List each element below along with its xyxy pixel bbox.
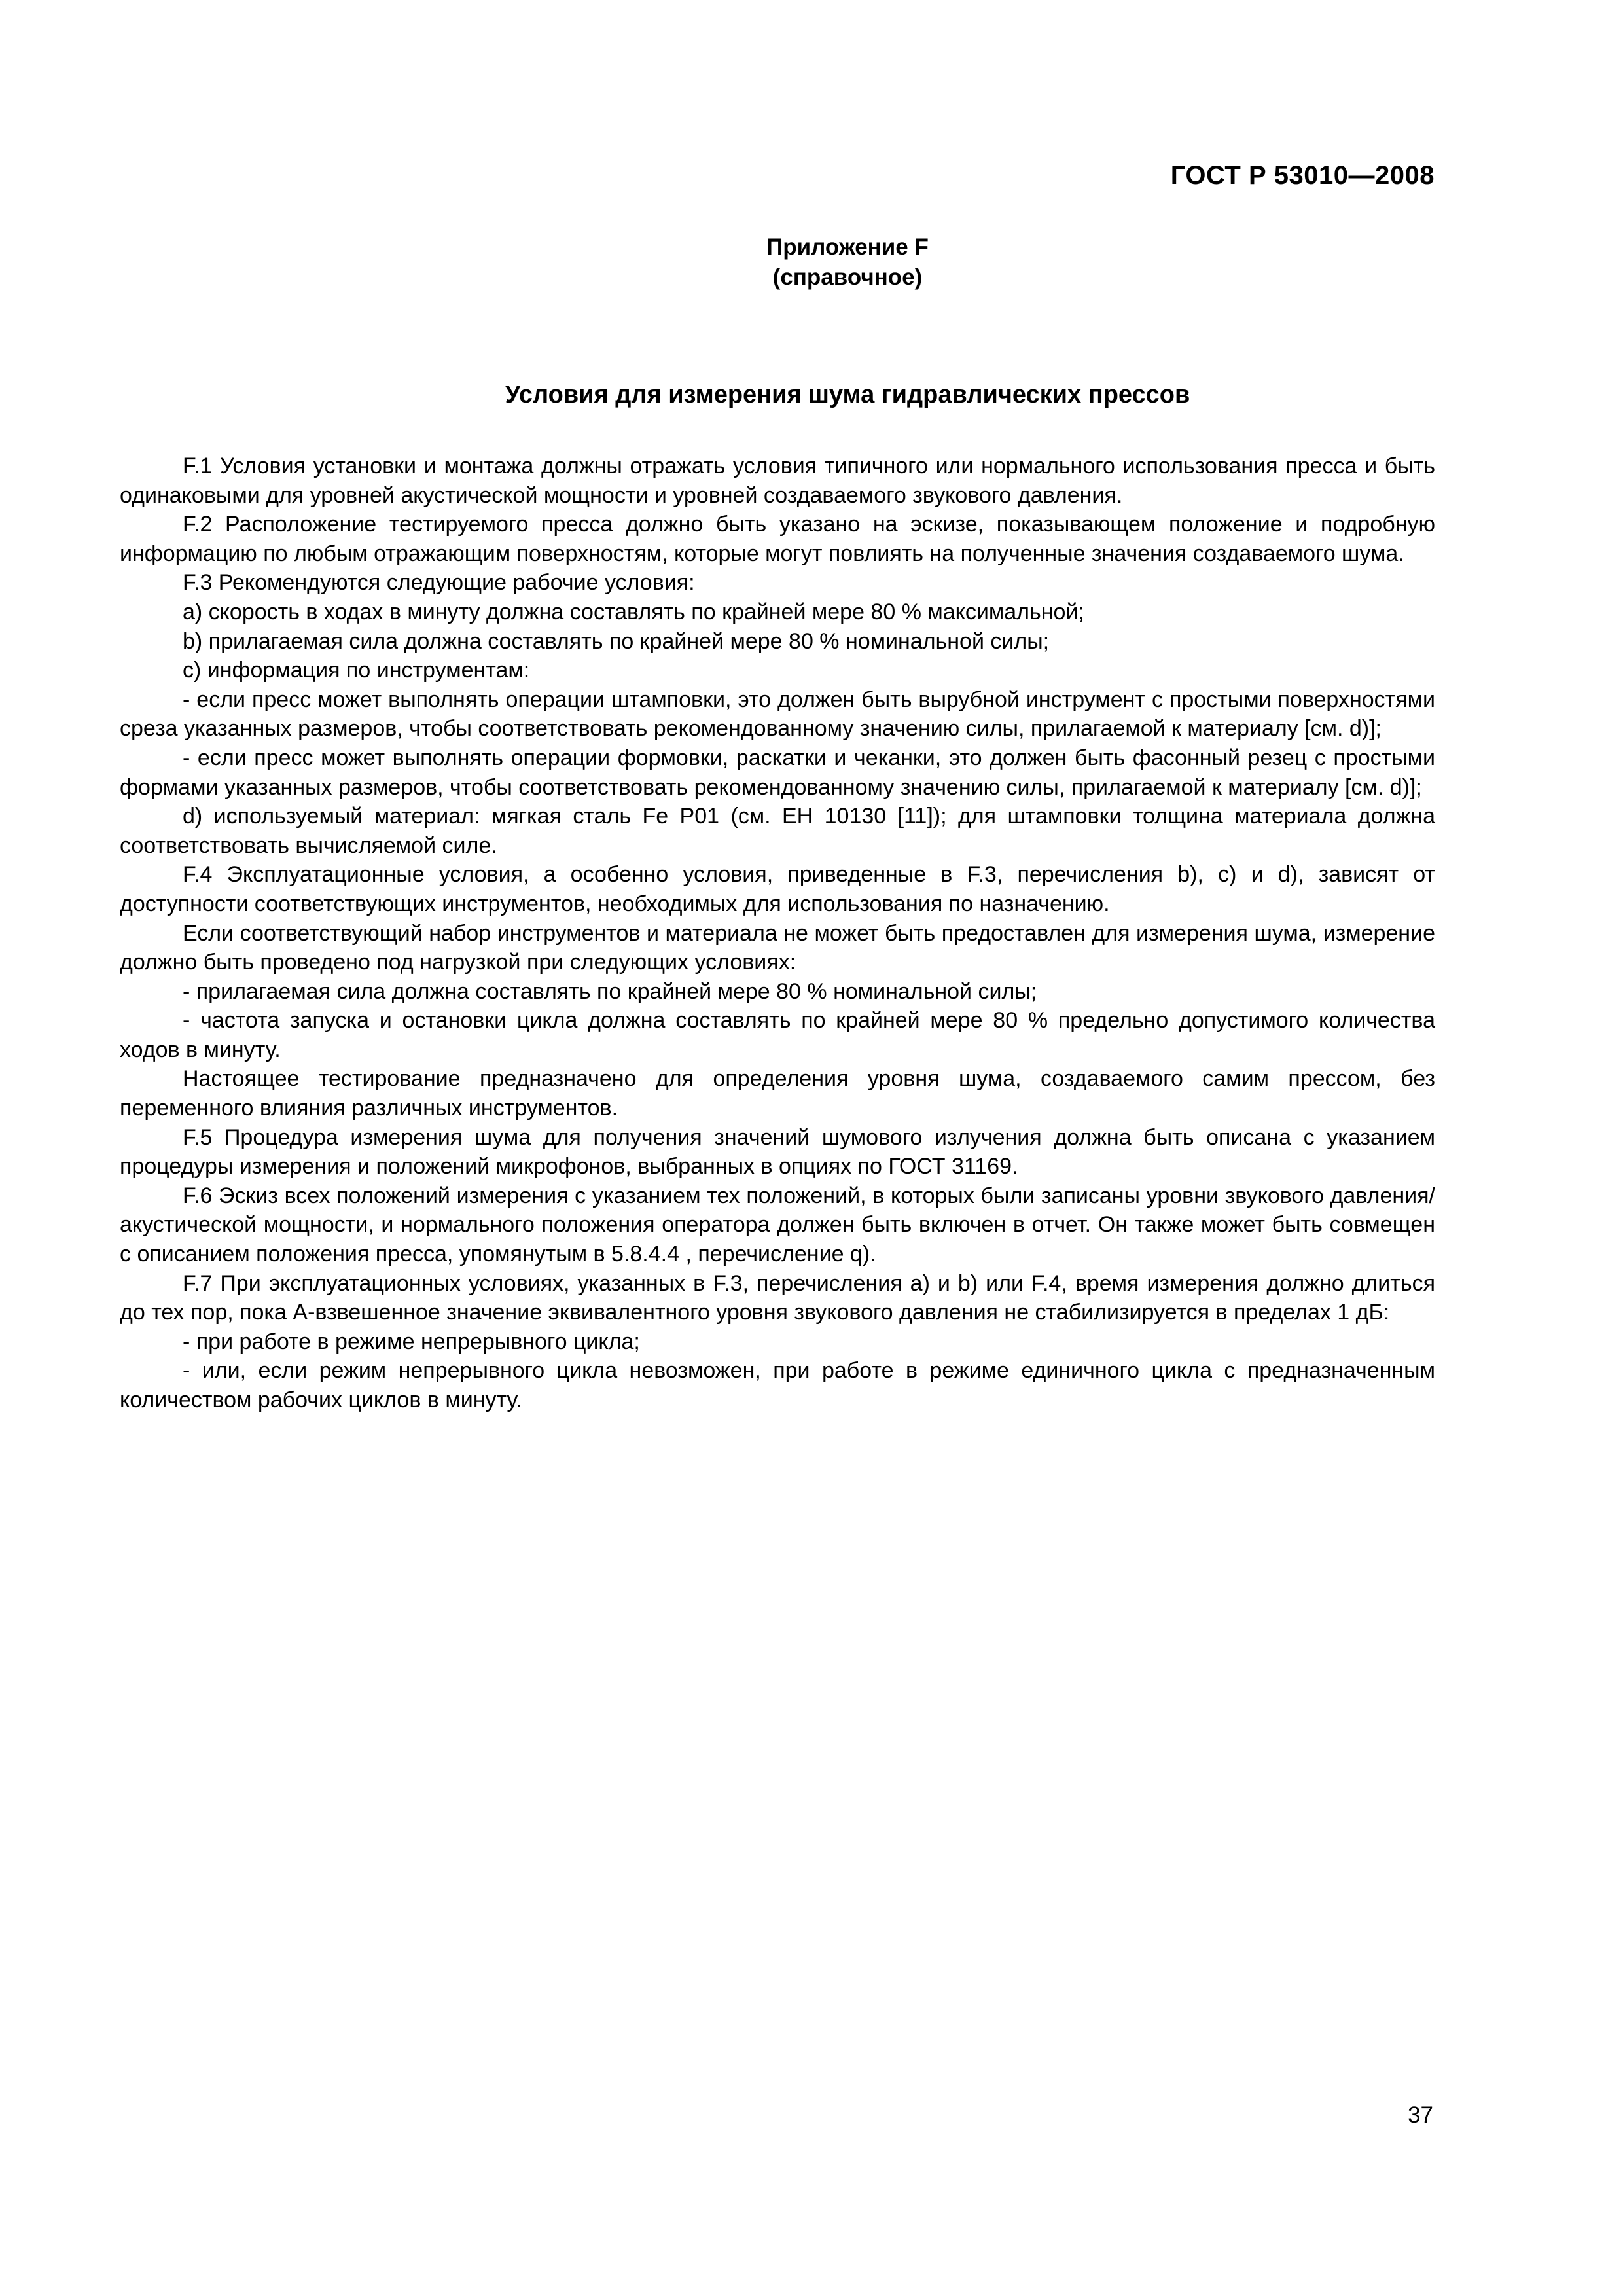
paragraph-f2: F.2 Расположение тестируемого пресса должно быть указано на эскизе, показывающем положение и подробную информацию по любым отражающим поверхностям, которые могут повлиять на полученные значения создаваемого шума.	[120, 512, 1435, 566]
paragraph-f6: F.6 Эскиз всех положений измерения с указанием тех положений, в которых были записаны уровни звукового давления/акустической мощности, и нормального положения оператора должен быть включен в отчет. Он также может быть совмещен с описанием положения пресса, упомянутым в 5.8.4.4 , перечисление q).	[120, 1183, 1435, 1267]
paragraph-f5: F.5 Процедура измерения шума для получения значений шумового излучения должна быть описана с указанием процедуры измерения и положений микрофонов, выбранных в опциях по ГОСТ 31169.	[120, 1124, 1435, 1179]
list-item-d: d) используемый материал: мягкая сталь Fe P01 (см. ЕН 10130 [11]); для штамповки толщина материала должна соответствовать вычисляемой силе.	[120, 804, 1435, 858]
standard-code-header: ГОСТ Р 53010—2008	[1170, 161, 1435, 190]
section-title-text: Условия для измерения шума гидравлических прессов	[505, 381, 1190, 408]
dash-item-continuous: - при работе в режиме непрерывного цикла;	[183, 1329, 640, 1354]
section-title	[0, 381, 1623, 409]
page-number: 37	[1408, 2102, 1433, 2128]
list-item-b: b) прилагаемая сила должна составлять по крайней мере 80 % номинальной силы;	[183, 628, 1050, 654]
paragraph-f7: F.7 При эксплуатационных условиях, указанных в F.3, перечисления a) и b) или F.4, время измерения должно длиться до тех пор, пока А-взвешенное значение эквивалентного уровня звукового давления не стабилизируется в пределах 1 дБ:	[120, 1270, 1435, 1325]
paragraph-f1: F.1 Условия установки и монтажа должны отражать условия типичного или нормального использования пресса и быть одинаковыми для уровней акустической мощности и уровней создаваемого звукового давления.	[120, 454, 1435, 508]
appendix-type: (справочное)	[772, 264, 923, 290]
list-item-a: a) скорость в ходах в минуту должна составлять по крайней мере 80 % максимальной;	[183, 599, 1084, 624]
paragraph-f4-conditions: Если соответствующий набор инструментов и материала не может быть предоставлен для измерения шума, измерение должно быть проведено под нагрузкой при следующих условиях:	[120, 920, 1435, 975]
body-text	[120, 452, 1435, 1415]
paragraph-testing-purpose: Настоящее тестирование предназначено для определения уровня шума, создаваемого самим прессом, без переменного влияния различных инструментов.	[120, 1066, 1435, 1121]
dash-item-stamping: - если пресс может выполнять операции штамповки, это должен быть вырубной инструмент с простыми поверхностями среза указанных размеров, чтобы соответствовать рекомендованному значению силы, прилагаемой к материалу [см. d)];	[120, 687, 1435, 742]
list-item-c: c) информация по инструментам:	[183, 658, 530, 683]
appendix-label: Приложение F	[766, 234, 929, 260]
paragraph-f3: F.3 Рекомендуются следующие рабочие условия:	[183, 570, 695, 596]
paragraph-f4: F.4 Эксплуатационные условия, а особенно условия, приведенные в F.3, перечисления b), c) и d), зависят от доступности соответствующих инструментов, необходимых для использования по назначению.	[120, 862, 1435, 916]
dash-item-frequency: - частота запуска и остановки цикла должна составлять по крайней мере 80 % предельно допустимого количества ходов в минуту.	[120, 1008, 1435, 1062]
dash-item-single-cycle: - или, если режим непрерывного цикла невозможен, при работе в режиме единичного цикла с предназначенным количеством рабочих циклов в минуту.	[120, 1358, 1435, 1412]
dash-item-force: - прилагаемая сила должна составлять по крайней мере 80 % номинальной силы;	[183, 978, 1037, 1004]
dash-item-forming: - если пресс может выполнять операции формовки, раскатки и чеканки, это должен быть фасонный резец с простыми формами указанных размеров, чтобы соответствовать рекомендованному значению силы, прилагаемой к материалу [см. d)];	[120, 745, 1435, 800]
appendix-heading	[0, 232, 1623, 293]
